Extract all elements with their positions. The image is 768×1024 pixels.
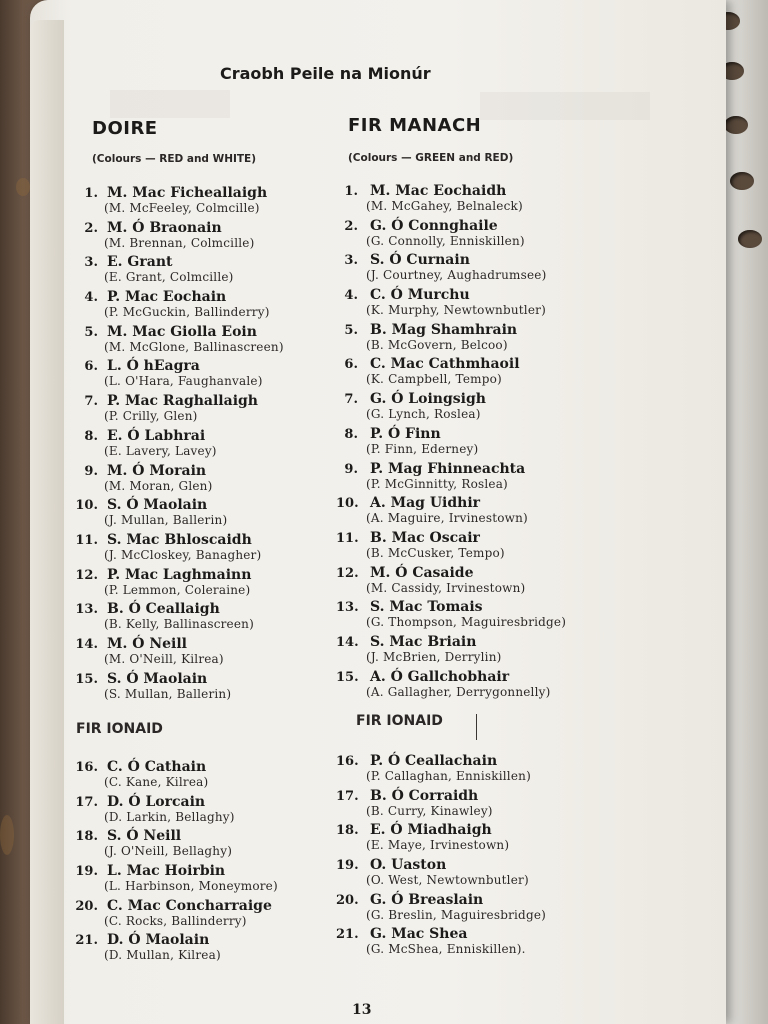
player-irish-name: E. Grant <box>107 254 173 271</box>
player-english-name: (C. Kane, Kilrea) <box>104 775 209 789</box>
right-subs-heading: FIR IONAID <box>356 713 443 729</box>
player-english-name: (M. Cassidy, Irvinestown) <box>366 580 526 595</box>
player-english-name: (J. McBrien, Derrylin) <box>366 649 502 664</box>
player-irish-name: C. Mac Concharraige <box>107 897 272 914</box>
player-irish-name: M. Mac Eochaidh <box>370 183 507 199</box>
player-english-name: (J. O'Neill, Bellaghy) <box>104 844 233 859</box>
player-english-name: (K. Campbell, Tempo) <box>366 372 502 387</box>
player-irish-name: S. Ó Maolain <box>107 497 208 514</box>
player-english-name: (B. Kelly, Ballinascreen) <box>104 617 254 632</box>
player-english-name: (P. Callaghan, Enniskillen) <box>366 769 531 783</box>
player-number: 20. <box>75 898 98 914</box>
player-english-name: (P. Lemmon, Coleraine) <box>104 582 251 597</box>
player-english-name: (L. Harbinson, Moneymore) <box>104 879 278 894</box>
player-irish-name: M. Ó Neill <box>107 635 187 652</box>
player-irish-name: S. Ó Maolain <box>107 670 208 687</box>
player-irish-name: E. Ó Miadhaigh <box>370 822 492 839</box>
player-irish-name: C. Ó Cathain <box>107 759 207 775</box>
player-english-name: (P. McGuckin, Ballinderry) <box>104 305 270 320</box>
player-english-name: (G. McShea, Enniskillen). <box>366 942 526 957</box>
player-english-name: (G. Thompson, Maguiresbridge) <box>366 615 567 630</box>
player-number: 16. <box>336 754 359 769</box>
player-irish-name: L. Mac Hoirbin <box>107 863 226 880</box>
player-number: 21. <box>75 933 98 949</box>
player-number: 11. <box>336 530 359 546</box>
player-irish-name: E. Ó Labhrai <box>107 427 206 444</box>
player-number: 9. <box>84 463 98 479</box>
player-english-name: (B. McCusker, Tempo) <box>366 545 505 560</box>
player-number: 5. <box>84 324 98 340</box>
player-english-name: (B. McGovern, Belcoo) <box>366 337 508 352</box>
player-number: 1. <box>344 184 358 199</box>
player-english-name: (P. McGinnitty, Roslea) <box>366 476 508 491</box>
player-number: 8. <box>84 428 98 444</box>
player-irish-name: G. Mac Shea <box>370 926 468 943</box>
player-english-name: (O. West, Newtownbutler) <box>366 873 529 888</box>
player-number: 4. <box>84 290 98 306</box>
player-irish-name: M. Ó Morain <box>107 462 207 479</box>
player-irish-name: P. Mac Raghallaigh <box>107 393 258 410</box>
player-irish-name: B. Mag Shamhrain <box>370 321 518 338</box>
player-number: 15. <box>336 669 359 685</box>
player-number: 19. <box>336 858 359 874</box>
player-irish-name: P. Mag Fhinneachta <box>370 460 526 477</box>
player-irish-name: M. Mac Giolla Eoin <box>107 323 257 340</box>
player-irish-name: P. Mac Eochain <box>107 289 227 306</box>
heading-rule <box>476 714 477 740</box>
player-irish-name: M. Ó Casaide <box>370 564 474 581</box>
player-irish-name: A. Ó Gallchobhair <box>370 668 510 685</box>
player-number: 5. <box>344 322 358 338</box>
player-irish-name: M. Mac Ficheallaigh <box>107 185 268 201</box>
player-english-name: (P. Crilly, Glen) <box>104 409 198 424</box>
player-number: 3. <box>344 253 358 269</box>
player-irish-name: B. Ó Ceallaigh <box>107 601 220 618</box>
right-team-name: FIR MANACH <box>348 115 482 136</box>
player-number: 4. <box>344 288 358 304</box>
binder-hole <box>738 230 762 248</box>
player-english-name: (M. Brennan, Colmcille) <box>104 235 255 250</box>
player-english-name: (G. Lynch, Roslea) <box>366 407 481 422</box>
player-english-name: (L. O'Hara, Faughanvale) <box>104 374 263 389</box>
player-number: 7. <box>84 394 98 410</box>
player-english-name: (G. Breslin, Maguiresbridge) <box>366 907 547 922</box>
page-stain <box>16 178 30 196</box>
player-english-name: (S. Mullan, Ballerin) <box>104 686 232 701</box>
player-english-name: (J. Mullan, Ballerin) <box>104 513 228 528</box>
player-irish-name: G. Ó Connghaile <box>370 217 498 234</box>
player-english-name: (A. Maguire, Irvinestown) <box>366 511 528 526</box>
player-english-name: (K. Murphy, Newtownbutler) <box>366 303 546 318</box>
player-irish-name: M. Ó Braonain <box>107 219 222 236</box>
binder-hole <box>724 116 748 134</box>
bleed-through-shadow <box>480 92 650 120</box>
player-number: 21. <box>336 927 359 943</box>
binder-hole <box>730 172 754 190</box>
player-number: 8. <box>344 426 358 442</box>
player-english-name: (E. Lavery, Lavey) <box>104 443 217 458</box>
player-english-name: (M. McGahey, Belnaleck) <box>366 199 523 213</box>
bleed-through-shadow <box>110 90 230 118</box>
page-number: 13 <box>352 1002 372 1018</box>
player-number: 9. <box>344 461 358 477</box>
player-english-name: (M. Moran, Glen) <box>104 478 213 493</box>
player-english-name: (E. Grant, Colmcille) <box>104 270 234 285</box>
page-title: Craobh Peile na Mionúr <box>220 64 431 83</box>
programme-page <box>30 0 726 1024</box>
player-number: 10. <box>336 496 359 512</box>
left-subs-heading: FIR IONAID <box>76 721 163 737</box>
player-number: 1. <box>84 186 98 201</box>
player-irish-name: C. Ó Murchu <box>370 287 470 304</box>
player-english-name: (D. Mullan, Kilrea) <box>104 948 221 963</box>
player-irish-name: B. Mac Oscair <box>370 529 480 546</box>
player-english-name: (B. Curry, Kinawley) <box>366 803 493 818</box>
player-english-name: (A. Gallagher, Derrygonnelly) <box>366 684 551 699</box>
player-number: 11. <box>75 532 98 548</box>
page-stain <box>0 815 14 855</box>
page-spine-edge <box>30 20 64 1024</box>
player-number: 13. <box>75 602 98 618</box>
player-irish-name: S. Ó Curnain <box>370 252 470 269</box>
player-number: 3. <box>84 255 98 271</box>
left-team-name: DOIRE <box>92 118 158 139</box>
player-english-name: (G. Connolly, Enniskillen) <box>366 233 525 248</box>
player-english-name: (D. Larkin, Bellaghy) <box>104 809 235 824</box>
player-english-name: (E. Maye, Irvinestown) <box>366 838 510 853</box>
player-english-name: (J. McCloskey, Banagher) <box>104 547 262 562</box>
player-number: 10. <box>75 498 98 514</box>
player-irish-name: G. Ó Loingsigh <box>370 391 486 408</box>
player-number: 7. <box>344 392 358 408</box>
player-number: 16. <box>75 760 98 775</box>
player-number: 14. <box>75 636 98 652</box>
player-number: 17. <box>75 794 98 810</box>
player-number: 18. <box>336 823 359 839</box>
player-irish-name: O. Uaston <box>370 857 447 874</box>
player-irish-name: S. Mac Bhloscaidh <box>107 531 252 548</box>
player-irish-name: S. Ó Neill <box>107 828 182 845</box>
player-irish-name: C. Mac Cathmhaoil <box>370 356 520 373</box>
player-english-name: (C. Rocks, Ballinderry) <box>104 913 247 928</box>
player-number: 19. <box>75 864 98 880</box>
left-team-colours: (Colours — RED and WHITE) <box>92 153 257 165</box>
player-english-name: (J. Courtney, Aughadrumsee) <box>366 268 547 283</box>
player-irish-name: P. Ó Ceallachain <box>370 753 498 769</box>
player-irish-name: A. Mag Uidhir <box>370 495 481 512</box>
player-number: 12. <box>336 565 359 581</box>
player-irish-name: S. Mac Tomais <box>370 599 483 616</box>
player-number: 12. <box>75 567 98 583</box>
player-irish-name: G. Ó Breaslain <box>370 891 484 908</box>
player-english-name: (M. O'Neill, Kilrea) <box>104 651 224 666</box>
player-number: 14. <box>336 634 359 650</box>
player-number: 20. <box>336 892 359 908</box>
player-number: 2. <box>344 218 358 234</box>
player-irish-name: D. Ó Maolain <box>107 932 210 949</box>
player-irish-name: P. Ó Finn <box>370 425 441 442</box>
player-number: 6. <box>344 357 358 373</box>
player-irish-name: L. Ó hEagra <box>107 358 200 375</box>
player-number: 17. <box>336 788 359 804</box>
player-english-name: (M. McFeeley, Colmcille) <box>104 201 260 215</box>
player-english-name: (M. McGlone, Ballinascreen) <box>104 339 284 354</box>
player-number: 13. <box>336 600 359 616</box>
right-team-colours: (Colours — GREEN and RED) <box>348 152 514 164</box>
player-number: 18. <box>75 829 98 845</box>
player-irish-name: S. Mac Briain <box>370 633 477 650</box>
player-irish-name: B. Ó Corraidh <box>370 787 479 804</box>
player-english-name: (P. Finn, Ederney) <box>366 441 479 456</box>
player-number: 2. <box>84 220 98 236</box>
player-irish-name: D. Ó Lorcain <box>107 793 206 810</box>
player-number: 6. <box>84 359 98 375</box>
player-number: 15. <box>75 671 98 687</box>
player-irish-name: P. Mac Laghmainn <box>107 566 252 583</box>
